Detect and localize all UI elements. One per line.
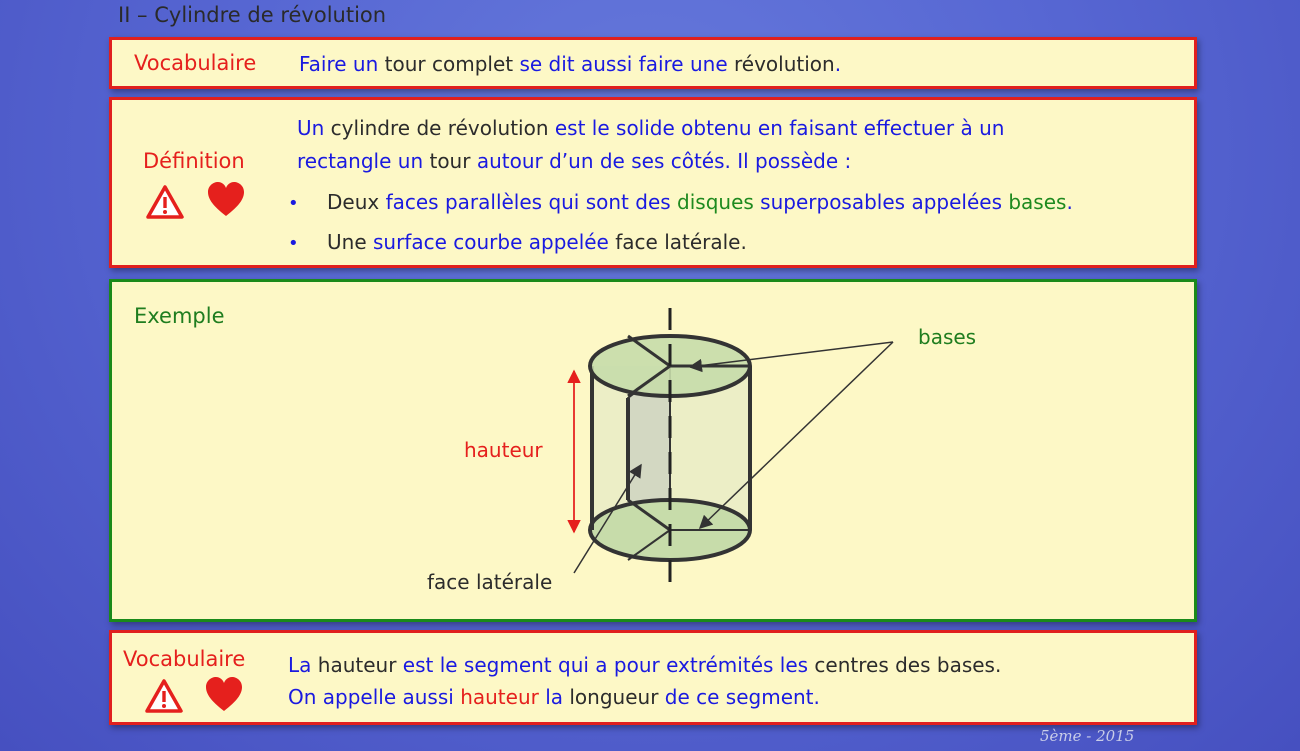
bullet-dot: •	[288, 233, 299, 254]
page-title: II – Cylindre de révolution	[118, 3, 387, 27]
definition-line-2: rectangle un tour autour d’un de ses côtés. Il possède :	[297, 149, 852, 173]
vocabulary-2-line-2: On appelle aussi hauteur la longueur de ce segment.	[288, 685, 820, 709]
vocabulary-2-line-1: La hauteur est le segment qui a pour extrémités les centres des bases.	[288, 653, 1002, 677]
definition-bullet-2: Une surface courbe appelée face latérale.	[327, 230, 747, 254]
vocabulary-label: Vocabulaire	[134, 51, 257, 75]
definition-bullet-1: Deux faces parallèles qui sont des disques superposables appelées bases.	[327, 190, 1073, 214]
lateral-face-label: face latérale	[427, 570, 553, 594]
warning-icon	[144, 678, 184, 714]
definition-line-1: Un cylindre de révolution est le solide obtenu en faisant effectuer à un	[297, 116, 1005, 140]
height-label: hauteur	[464, 438, 543, 462]
vocabulary-box-2	[109, 630, 1197, 725]
bases-label: bases	[918, 325, 977, 349]
footer-text: 5ème - 2015	[1040, 727, 1135, 745]
definition-label: Définition	[143, 149, 245, 173]
heart-icon	[205, 677, 243, 713]
bullet-dot: •	[288, 193, 299, 214]
vocabulary-text: Faire un tour complet se dit aussi faire une révolution.	[299, 52, 842, 76]
vocabulary-label: Vocabulaire	[123, 647, 246, 671]
example-label: Exemple	[134, 304, 225, 328]
